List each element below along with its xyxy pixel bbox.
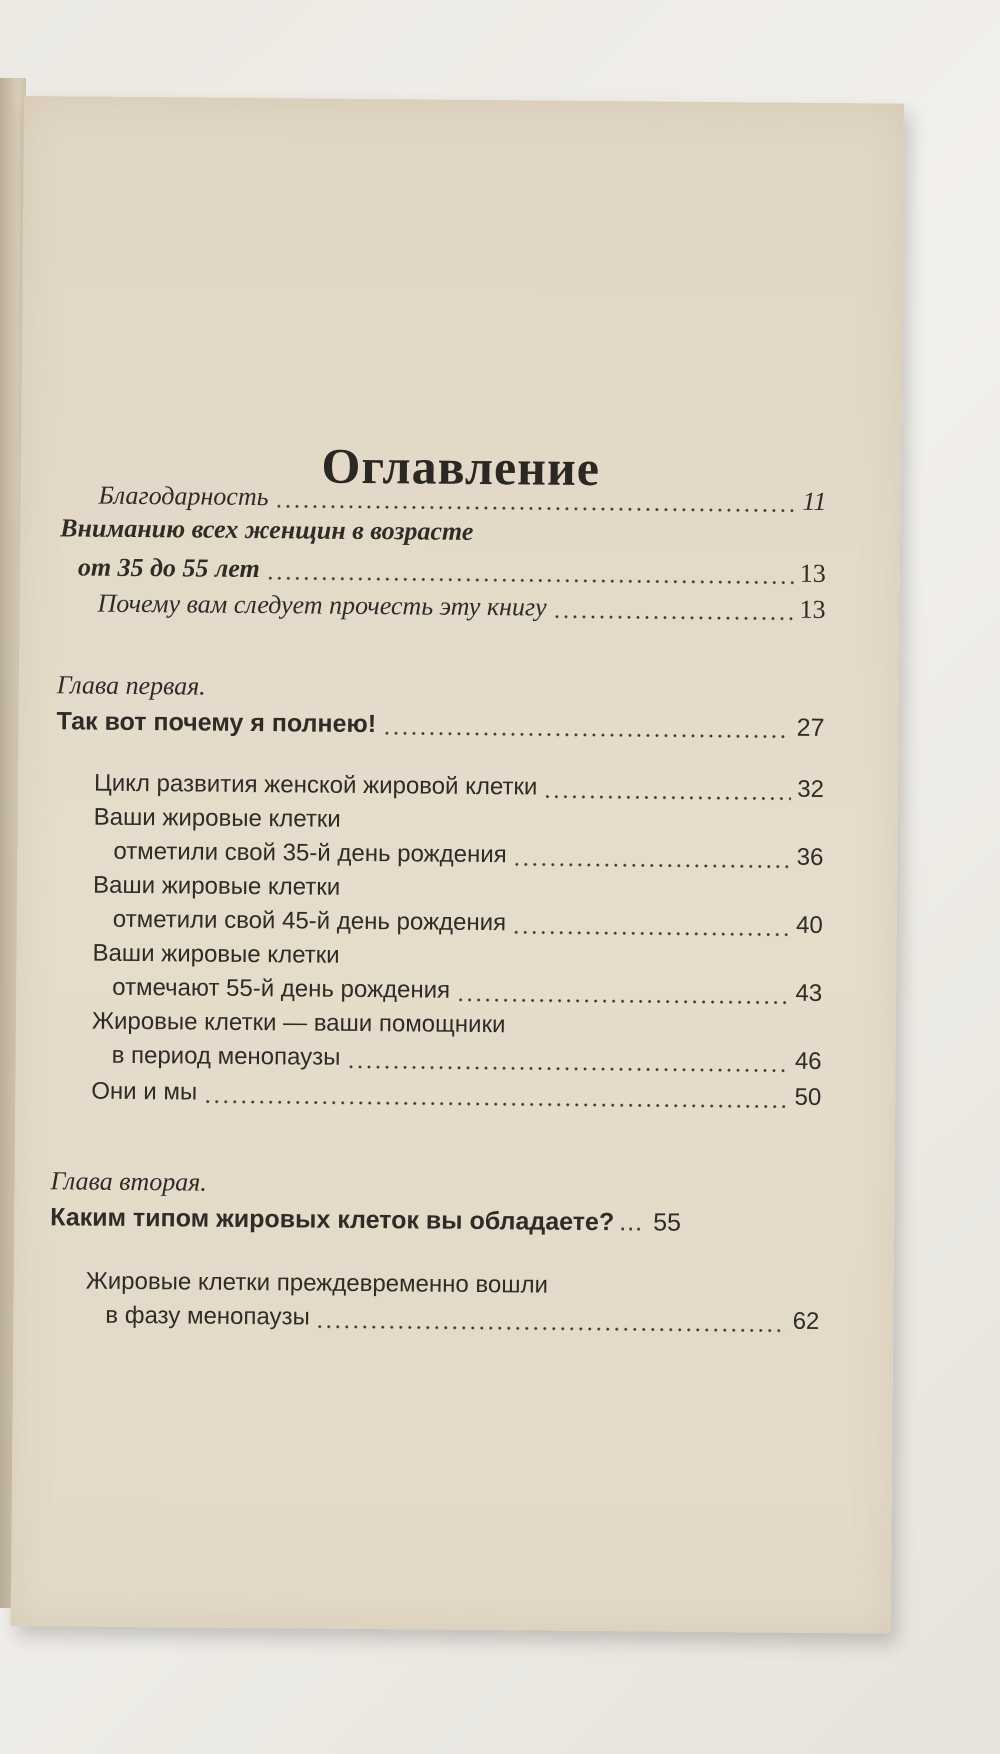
- toc-entry-text: Почему вам следует прочесть эту книгу: [97, 588, 547, 622]
- toc-entry-section: [112, 973, 822, 1009]
- toc-page-number: 11: [802, 486, 827, 517]
- toc-leader-dots: [346, 1065, 789, 1073]
- toc-leader-dots: [456, 998, 789, 1005]
- toc-entry-section: [113, 837, 823, 873]
- chapter-label: Глава первая.: [56, 670, 206, 701]
- toc-page-number: 13: [799, 558, 826, 589]
- toc-entry-line: Ваши жировые клетки: [92, 939, 340, 969]
- toc-ellipsis: …: [618, 1208, 644, 1237]
- toc-page-number: 32: [797, 775, 825, 804]
- toc-entry-acknowledgements: [98, 481, 826, 517]
- toc-entry-section: [111, 1041, 821, 1077]
- chapter-label: Глава вторая.: [50, 1166, 207, 1197]
- toc-entry-text: Они и мы: [91, 1077, 198, 1106]
- toc-entry-text: отметили свой 35-й день рождения: [113, 837, 507, 869]
- toc-entry-line: Жировые клетки — ваши помощники: [91, 1007, 506, 1039]
- toc-leader-dots: [543, 795, 791, 801]
- toc-page-number: 13: [799, 594, 826, 625]
- toc-leader-dots: [553, 615, 794, 621]
- toc-page-number: 40: [795, 911, 823, 940]
- chapter-title: [50, 1202, 820, 1239]
- toc-entry-line: Жировые клетки преждевременно вошли: [85, 1267, 549, 1299]
- toc-entry-text: в период менопаузы: [111, 1041, 341, 1071]
- toc-entry-text: от 35 до 55 лет: [77, 552, 260, 584]
- toc-entry-section: [94, 769, 824, 805]
- toc-leader-dots: [512, 930, 790, 936]
- toc-entry-line: Ваши жировые клетки: [93, 803, 341, 833]
- toc-page-number: 62: [792, 1307, 820, 1335]
- toc-entry-line: Ваши жировые клетки: [92, 871, 341, 901]
- toc-entry-attention: [78, 552, 826, 589]
- toc-leader-dots: [203, 1100, 788, 1109]
- toc-entry-section: [91, 1077, 821, 1113]
- toc-leader-dots: [266, 576, 794, 585]
- toc-entry-text: Так вот почему я полнею!: [56, 707, 377, 739]
- toc-entry-text: Благодарность: [98, 480, 269, 512]
- toc-page-number: 50: [794, 1083, 822, 1111]
- toc-leader-dots: [382, 731, 791, 739]
- book-page: [11, 96, 904, 1634]
- toc-entry-text: Каким типом жировых клеток вы обладаете?: [50, 1203, 615, 1237]
- toc-entry-text: отмечают 55-й день рождения: [112, 973, 451, 1004]
- page-title: Оглавление: [321, 437, 601, 497]
- toc-leader-dots: [316, 1325, 787, 1333]
- chapter-title: [56, 706, 824, 743]
- toc-entry-line: Вниманию всех женщин в возрасте: [60, 513, 474, 546]
- toc-leader-dots: [274, 504, 796, 513]
- toc-entry-why-read: [97, 589, 825, 625]
- toc-page-number: 36: [796, 843, 824, 872]
- toc-leader-dots: [513, 862, 791, 868]
- toc-entry-text: в фазу менопаузы: [105, 1301, 310, 1331]
- toc-entry-section: [105, 1301, 819, 1337]
- toc-page-number: 27: [796, 713, 825, 743]
- toc-page-number: 55: [653, 1208, 682, 1237]
- toc-entry-text: отметили свой 45-й день рождения: [112, 905, 507, 937]
- toc-page-number: 43: [795, 979, 823, 1007]
- toc-entry-text: Цикл развития женской жировой клетки: [93, 769, 538, 801]
- toc-page-number: 46: [794, 1047, 822, 1075]
- toc-entry-section: [113, 905, 823, 941]
